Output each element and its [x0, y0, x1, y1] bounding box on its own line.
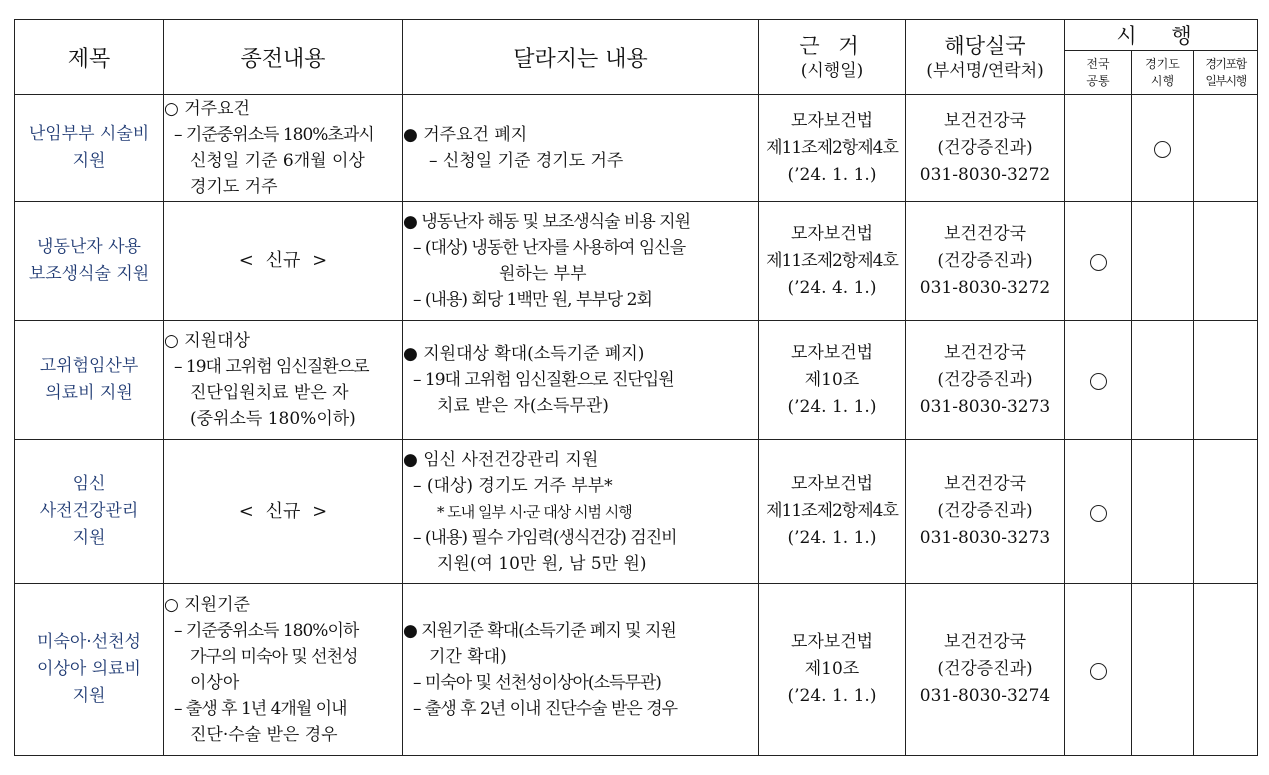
- header-impl-gyeonggi-1: 경기도: [1145, 56, 1180, 71]
- row-title-line: 지원: [72, 151, 106, 171]
- table-row: [15, 440, 1258, 584]
- basis-line: 제10조: [804, 659, 860, 679]
- basis-line: 제11조제2항제4호: [766, 501, 898, 521]
- header-title: 제목: [15, 20, 164, 95]
- row-title-line: 지원: [72, 686, 106, 706]
- change-line: – 19대 고위험 임신질환으로 진단입원: [413, 370, 674, 390]
- row-title-line: 고위험임산부: [39, 356, 139, 376]
- basis-line: (’24. 1. 1.): [787, 528, 877, 548]
- circle-mark-icon: [1090, 505, 1107, 522]
- row-title: [15, 584, 164, 756]
- dept-line: 보건건강국: [943, 110, 1027, 131]
- row-basis: [759, 95, 906, 202]
- row-changes: [403, 202, 759, 321]
- row-changes: [403, 584, 759, 756]
- header-implementation: 시 행: [1065, 20, 1258, 51]
- dept-line: (건강증진과): [937, 369, 1033, 390]
- row-previous: [164, 321, 403, 440]
- dept-line: (건강증진과): [937, 659, 1033, 679]
- basis-line: 제11조제2항제4호: [766, 137, 898, 158]
- impl-national-cell: [1065, 440, 1132, 584]
- basis-line: 모자보건법: [790, 474, 874, 494]
- header-impl-partial-2: 일부시행: [1205, 73, 1246, 88]
- new-program-label: < 신규 >: [238, 250, 328, 271]
- row-changes: [403, 321, 759, 440]
- basis-line: (’24. 1. 1.): [787, 164, 877, 185]
- change-line: ● 지원기준 확대(소득기준 폐지 및 지원: [403, 620, 676, 641]
- previous-line: 가구의 미숙아 및 선천성: [190, 646, 358, 667]
- change-line: 기간 확대): [429, 646, 507, 667]
- change-line: – (대상) 경기도 거주 부부*: [413, 475, 613, 496]
- previous-line: – 출생 후 1년 4개월 이내: [174, 698, 347, 719]
- previous-line: – 기준중위소득 180%이하: [174, 620, 359, 641]
- row-title-line: 난임부부 시술비: [28, 124, 150, 144]
- dept-line: 보건건강국: [943, 342, 1027, 363]
- header-impl-national-2: 공통: [1086, 73, 1110, 88]
- basis-line: 제11조제2항제4호: [766, 250, 898, 271]
- impl-national-cell: [1065, 584, 1132, 756]
- previous-line: 이상아: [190, 672, 240, 693]
- previous-line: – 기준중위소득 180%초과시: [174, 125, 374, 145]
- row-title-line: 지원: [72, 528, 106, 548]
- row-previous: [164, 95, 403, 202]
- row-title-line: 임신: [72, 474, 106, 494]
- dept-line: 031-8030-3274: [919, 686, 1051, 706]
- change-line: 원하는 부부: [499, 264, 587, 284]
- row-title: [15, 321, 164, 440]
- dept-line: (건강증진과): [937, 137, 1033, 158]
- dept-line: 031-8030-3273: [919, 396, 1051, 417]
- policy-changes-table: [14, 19, 1258, 756]
- basis-line: (’24. 1. 1.): [787, 396, 877, 417]
- change-line: 치료 받은 자(소득무관): [437, 396, 609, 416]
- dept-line: 보건건강국: [943, 474, 1027, 494]
- row-title: [15, 95, 164, 202]
- basis-line: 모자보건법: [790, 110, 874, 131]
- row-dept: [906, 321, 1065, 440]
- previous-line: (중위소득 180%이하): [190, 409, 356, 429]
- change-line: – (대상) 냉동한 난자를 사용하여 임신을: [413, 238, 686, 258]
- row-changes: [403, 95, 759, 202]
- change-line: – 출생 후 2년 이내 진단수술 받은 경우: [413, 698, 678, 719]
- row-basis: [759, 440, 906, 584]
- row-title-line: 의료비 지원: [45, 383, 133, 403]
- previous-line: ○ 지원대상: [164, 331, 250, 351]
- change-line: – (내용) 필수 가임력(생식건강) 검진비: [413, 527, 677, 548]
- change-line: ● 지원대상 확대(소득기준 폐지): [403, 344, 645, 364]
- impl-national-cell: [1065, 321, 1132, 440]
- impl-gyeonggi-cell: [1132, 202, 1194, 321]
- header-previous: 종전내용: [164, 20, 403, 95]
- previous-line: 경기도 거주: [190, 177, 278, 197]
- table-row: [15, 321, 1258, 440]
- impl-partial-cell: [1194, 202, 1258, 321]
- previous-line: 진단·수술 받은 경우: [190, 724, 338, 745]
- header-changes: 달라지는 내용: [403, 20, 759, 95]
- row-dept: [906, 584, 1065, 756]
- row-title: [15, 440, 164, 584]
- new-program-label: < 신규 >: [238, 500, 328, 522]
- header-impl-national: [1065, 51, 1132, 95]
- basis-line: (’24. 4. 1.): [787, 277, 877, 298]
- previous-line: ○ 거주요건: [164, 99, 250, 119]
- header-dept-sub: (부서명/연락처): [926, 61, 1044, 81]
- row-title-line: 이상아 의료비: [37, 659, 141, 679]
- impl-partial-cell: [1194, 321, 1258, 440]
- row-title-line: 보조생식술 지원: [28, 264, 150, 284]
- circle-mark-icon: [1090, 254, 1107, 271]
- table-row: [15, 584, 1258, 756]
- row-dept: [906, 95, 1065, 202]
- change-line: – 미숙아 및 선천성이상아(소득무관): [413, 672, 661, 693]
- row-dept: [906, 440, 1065, 584]
- impl-national-cell: [1065, 95, 1132, 202]
- header-impl-gyeonggi-2: 시행: [1150, 73, 1175, 88]
- row-previous: [164, 202, 403, 321]
- circle-mark-icon: [1090, 373, 1107, 390]
- header-impl-partial: [1194, 51, 1258, 95]
- previous-line: ○ 지원기준: [164, 594, 250, 615]
- dept-line: 031-8030-3273: [919, 528, 1051, 548]
- impl-gyeonggi-cell: [1132, 584, 1194, 756]
- dept-line: 031-8030-3272: [919, 277, 1051, 298]
- header-basis: [759, 20, 906, 95]
- row-basis: [759, 321, 906, 440]
- header-basis-label: 근 거: [799, 34, 865, 58]
- circle-mark-icon: [1154, 141, 1171, 158]
- impl-gyeonggi-cell: [1132, 95, 1194, 202]
- row-dept: [906, 202, 1065, 321]
- row-changes: [403, 440, 759, 584]
- row-title-line: 미숙아·선천성: [37, 632, 141, 652]
- row-title-line: 냉동난자 사용: [37, 237, 141, 257]
- basis-line: 모자보건법: [790, 223, 874, 244]
- change-line: * 도내 일부 시·군 대상 시범 시행: [437, 502, 632, 521]
- change-line: ● 냉동난자 해동 및 보조생식술 비용 지원: [403, 212, 691, 232]
- dept-line: 031-8030-3272: [919, 164, 1051, 185]
- header-dept: [906, 20, 1065, 95]
- dept-line: (건강증진과): [937, 250, 1033, 271]
- change-line: – (내용) 회당 1백만 원, 부부당 2회: [413, 290, 652, 310]
- dept-line: 보건건강국: [943, 223, 1027, 244]
- impl-partial-cell: [1194, 584, 1258, 756]
- change-line: – 신청일 기준 경기도 거주: [429, 151, 624, 171]
- row-basis: [759, 584, 906, 756]
- row-basis: [759, 202, 906, 321]
- table-row: [15, 95, 1258, 202]
- row-previous: [164, 584, 403, 756]
- previous-line: 신청일 기준 6개월 이상: [190, 151, 365, 171]
- header-impl-national-1: 전국: [1086, 56, 1110, 71]
- dept-line: (건강증진과): [937, 501, 1033, 521]
- header-impl-partial-1: 경기포함: [1205, 56, 1246, 71]
- row-previous: [164, 440, 403, 584]
- dept-line: 보건건강국: [943, 632, 1027, 652]
- basis-line: 모자보건법: [790, 632, 874, 652]
- impl-national-cell: [1065, 202, 1132, 321]
- previous-line: – 19대 고위험 임신질환으로: [174, 357, 369, 377]
- impl-gyeonggi-cell: [1132, 321, 1194, 440]
- change-line: ● 거주요건 폐지: [403, 125, 528, 145]
- change-line: 지원(여 10만 원, 남 5만 원): [437, 553, 647, 574]
- change-line: ● 임신 사전건강관리 지원: [403, 449, 599, 470]
- impl-partial-cell: [1194, 95, 1258, 202]
- circle-mark-icon: [1090, 663, 1107, 680]
- impl-gyeonggi-cell: [1132, 440, 1194, 584]
- header-dept-label: 해당실국: [944, 34, 1026, 58]
- basis-line: (’24. 1. 1.): [787, 686, 877, 706]
- row-title-line: 사전건강관리: [39, 501, 139, 521]
- basis-line: 모자보건법: [790, 342, 874, 363]
- basis-line: 제10조: [804, 369, 860, 390]
- table-row: [15, 202, 1258, 321]
- previous-line: 진단입원치료 받은 자: [190, 383, 349, 403]
- header-impl-gyeonggi: [1132, 51, 1194, 95]
- impl-partial-cell: [1194, 440, 1258, 584]
- header-basis-sub: (시행일): [800, 61, 864, 81]
- row-title: [15, 202, 164, 321]
